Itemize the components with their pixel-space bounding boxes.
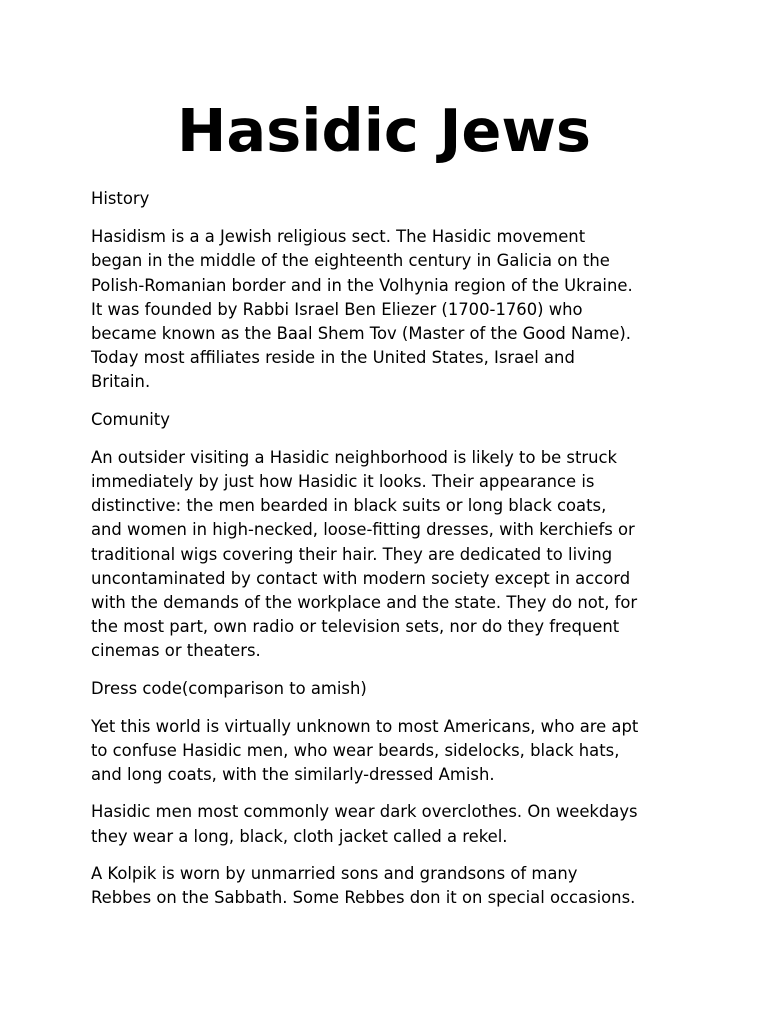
paragraph xyxy=(91,225,691,394)
paragraph-line: Hasidic men most commonly wear dark overclothes. On weekdays xyxy=(91,802,638,822)
paragraph-line: Hasidism is a a Jewish religious sect. The Hasidic movement xyxy=(91,227,586,247)
paragraph-line: to confuse Hasidic men, who wear beards, sidelocks, black hats, xyxy=(91,741,620,761)
section-heading: Dress code(comparison to amish) xyxy=(91,678,367,698)
paragraph-line: cinemas or theaters. xyxy=(91,641,261,661)
document-title: Hasidic Jews xyxy=(176,96,592,165)
paragraph xyxy=(91,446,691,664)
paragraph-line: they wear a long, black, cloth jacket called a rekel. xyxy=(91,826,508,846)
paragraph-line: distinctive: the men bearded in black suits or long black coats, xyxy=(91,496,607,516)
paragraph xyxy=(91,800,691,848)
paragraph-line: the most part, own radio or television sets, nor do they frequent xyxy=(91,617,620,637)
paragraph-line: and long coats, with the similarly-dressed Amish. xyxy=(91,765,495,785)
paragraph-line: became known as the Baal Shem Tov (Master of the Good Name). xyxy=(91,324,631,344)
paragraph-line: Rebbes on the Sabbath. Some Rebbes don it on special occasions. xyxy=(91,888,636,908)
paragraph-line: began in the middle of the eighteenth century in Galicia on the xyxy=(91,251,610,271)
paragraph-line: It was founded by Rabbi Israel Ben Eliezer (1700-1760) who xyxy=(91,299,583,319)
paragraph-line: Polish-Romanian border and in the Volhynia region of the Ukraine. xyxy=(91,275,633,295)
paragraph-line: Today most affiliates reside in the United States, Israel and xyxy=(91,348,575,368)
paragraph-line: immediately by just how Hasidic it looks. Their appearance is xyxy=(91,472,595,492)
paragraph-line: traditional wigs covering their hair. They are dedicated to living xyxy=(91,544,613,564)
paragraph-line: Yet this world is virtually unknown to most Americans, who are apt xyxy=(91,716,639,736)
paragraph-line: An outsider visiting a Hasidic neighborhood is likely to be struck xyxy=(91,447,617,467)
section-heading: Comunity xyxy=(91,409,170,429)
section-heading: History xyxy=(91,189,150,208)
paragraph-line: A Kolpik is worn by unmarried sons and grandsons of many xyxy=(91,863,578,883)
paragraph xyxy=(91,862,691,910)
paragraph xyxy=(91,715,691,788)
paragraph-line: and women in high-necked, loose-fitting dresses, with kerchiefs or xyxy=(91,520,635,540)
paragraph-line: Britain. xyxy=(91,372,151,392)
document-body xyxy=(91,187,691,923)
paragraph-line: with the demands of the workplace and the state. They do not, for xyxy=(91,593,638,613)
paragraph-line: uncontaminated by contact with modern society except in accord xyxy=(91,568,631,588)
